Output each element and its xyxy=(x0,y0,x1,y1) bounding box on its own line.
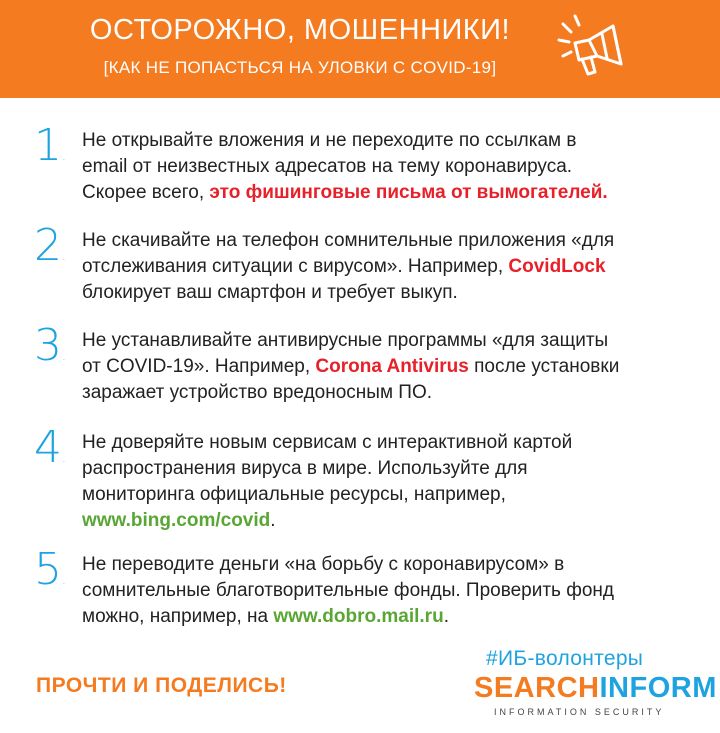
tip-line: Не устанавливайте антивирусные программы «для защиты xyxy=(82,330,609,351)
dobro-mail-link[interactable]: www.dobro.mail.ru xyxy=(273,606,444,627)
page-subtitle: [КАК НЕ ПОПАСТЬСЯ НА УЛОВКИ С COVID-19] xyxy=(103,58,497,77)
tip-line: можно, например, на www.dobro.mail.ru. xyxy=(82,606,449,627)
tip-line: заражает устройство вредоносным ПО. xyxy=(82,382,432,403)
tip-line: отслеживания ситуации с вирусом». Например, CovidLock xyxy=(82,256,606,277)
tip-line: Не открывайте вложения и не переходите по ссылкам в xyxy=(82,130,577,151)
tip-text xyxy=(82,128,702,206)
tip-line: сомнительные благотворительные фонды. Проверить фонд xyxy=(82,580,614,601)
page-title: ОСТОРОЖНО, МОШЕННИКИ! xyxy=(89,14,511,46)
tip-line: от COVID-19». Например, Corona Antivirus после установки xyxy=(82,356,620,377)
tip-line: блокирует ваш смартфон и требует выкуп. xyxy=(82,282,458,303)
brand-tagline: INFORMATION SECURITY xyxy=(494,707,665,717)
tip-text xyxy=(82,430,702,534)
tip-line: распространения вируса в мире. Используйте для xyxy=(82,458,528,479)
header-banner xyxy=(0,0,720,98)
hashtag: #ИБ-волонтеры xyxy=(486,647,644,670)
tip-text xyxy=(82,228,702,306)
tip-line: Не переводите деньги «на борьбу с коронавирусом» в xyxy=(82,554,565,575)
bing-covid-link[interactable]: www.bing.com/covid xyxy=(82,510,271,531)
app-name-highlight: CovidLock xyxy=(508,256,606,277)
tip-line: Не доверяйте новым сервисам с интерактивной картой xyxy=(82,432,573,453)
tip-number: 1. xyxy=(34,120,66,171)
tip-text xyxy=(82,328,702,406)
logo-o-icon: O xyxy=(647,672,671,704)
tip-number: 4. xyxy=(34,422,66,473)
tip-line: email от неизвестных адресатов на тему коронавируса. xyxy=(82,156,573,177)
tip-number: 2. xyxy=(34,220,66,271)
tip-text xyxy=(82,552,702,630)
tip-line: www.bing.com/covid. xyxy=(82,510,276,531)
tip-number: 5. xyxy=(34,544,66,595)
brand-logo: SEARCHINFORM xyxy=(474,672,717,704)
app-name-highlight: Corona Antivirus xyxy=(315,356,469,377)
share-callout: ПРОЧТИ И ПОДЕЛИСЬ! xyxy=(36,674,287,697)
tip-number: 3. xyxy=(34,320,66,371)
tip-line: Не скачивайте на телефон сомнительные приложения «для xyxy=(82,230,615,251)
tip-line: Скорее всего, это фишинговые письма от вымогателей. xyxy=(82,182,608,203)
warning-highlight: это фишинговые письма от вымогателей. xyxy=(209,182,608,203)
megaphone-icon xyxy=(555,12,645,84)
tip-line: мониторинга официальные ресурсы, например, xyxy=(82,484,506,505)
